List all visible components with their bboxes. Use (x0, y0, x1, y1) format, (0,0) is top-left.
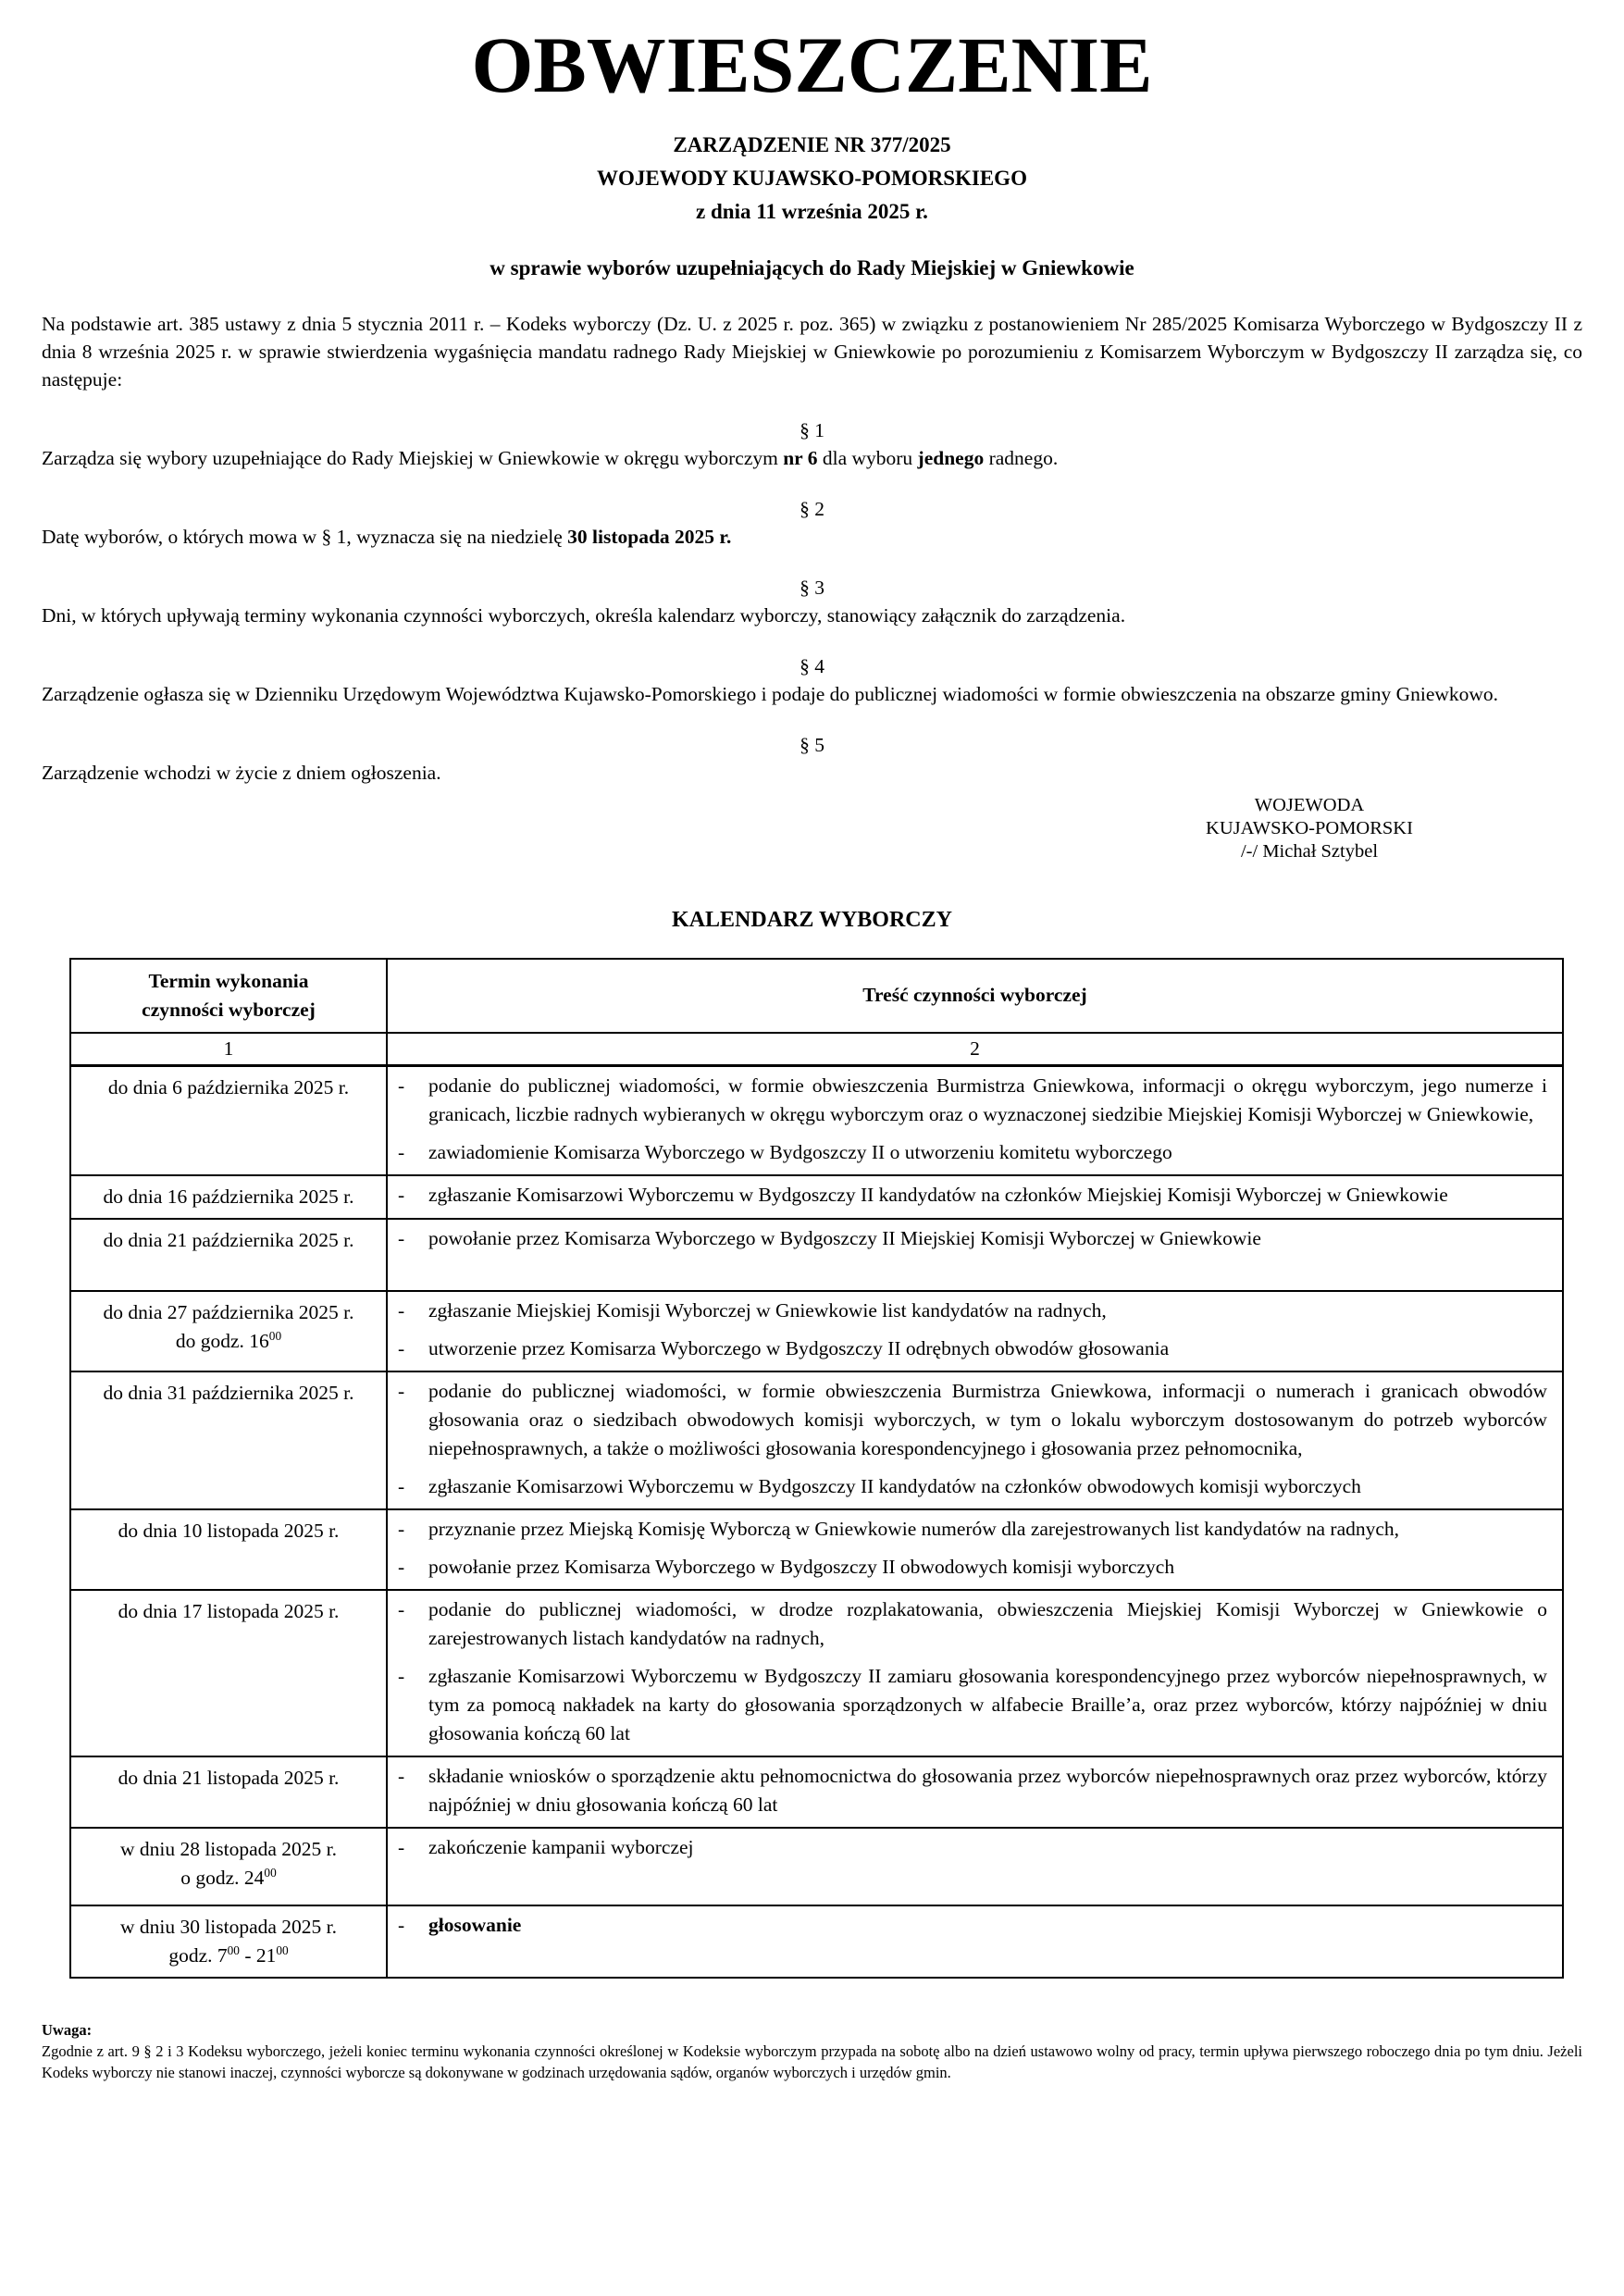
calendar-item-text: zgłaszanie Komisarzowi Wyborczemu w Bydgoszczy II kandydatów na członków obwodowych komisji wyborczych (428, 1474, 1361, 1497)
section-mark: § 3 (800, 576, 824, 599)
table-row (70, 1219, 1563, 1291)
table-row (70, 1509, 1563, 1590)
table-row (70, 1291, 1563, 1371)
calendar-item (395, 1224, 1547, 1253)
term-cell (70, 1756, 387, 1828)
signature-region: KUJAWSKO-POMORSKI (1206, 817, 1413, 838)
calendar-item-text: powołanie przez Komisarza Wyborczego w Bydgoszczy II Miejskiej Komisji Wyborczej w Gniewkowie (428, 1226, 1261, 1249)
bullet-dash: - (398, 1555, 405, 1578)
calendar-item-text: przyznanie przez Miejską Komisję Wyborczą w Gniewkowie numerów dla zarejestrowanych list kandydatów na radnych, (428, 1517, 1400, 1540)
note-text: Zgodnie z art. 9 § 2 i 3 Kodeksu wyborczego, jeżeli koniec terminu wykonania czynności określonej w Kodeksie wyborczym przypada na sobotę albo na dzień ustawowo wolny od pracy, termin upływa pierwszego roboczego dnia po tym dniu. Jeżeli Kodeks wyborczy nie stanowi inaczej, czynności wyborcze są dokonywane w godzinach urzędowania sądów, organów wyborczych i urzędów gmin. (42, 2042, 1582, 2081)
calendar-title: KALENDARZ WYBORCZY (672, 907, 952, 932)
content-cell (387, 1828, 1563, 1905)
signature-name: /-/ Michał Sztybel (1240, 840, 1379, 862)
term-cell (70, 1590, 387, 1756)
bullet-dash: - (398, 1379, 405, 1402)
term-header-line: Termin wykonania (148, 969, 309, 992)
column-number-cell: 2 (387, 1033, 1563, 1066)
table-row (70, 1590, 1563, 1756)
term-line: do dnia 6 października 2025 r. (107, 1075, 350, 1098)
calendar-item (395, 1553, 1547, 1582)
term-column-header (70, 959, 387, 1033)
calendar-item (395, 1515, 1547, 1544)
term-line: do dnia 21 października 2025 r. (103, 1228, 354, 1251)
bullet-dash: - (398, 1664, 405, 1687)
term-cell (70, 1509, 387, 1590)
content-cell (387, 1175, 1563, 1219)
order-line-1: ZARZĄDZENIE NR 377/2025 (673, 132, 951, 156)
order-heading (42, 129, 1582, 229)
bullet-dash: - (398, 1913, 405, 1936)
term-header-line: czynności wyborczej (142, 998, 316, 1021)
section-mark: § 5 (800, 733, 824, 756)
section-paragraph: Dni, w których upływają terminy wykonania czynności wyborczych, określa kalendarz wyborczy, stanowiący załącznik do zarządzenia. (42, 603, 1126, 627)
bullet-dash: - (398, 1140, 405, 1163)
term-line: w dniu 28 listopada 2025 r. (119, 1837, 338, 1860)
section-mark: § 4 (800, 654, 824, 677)
calendar-table (69, 958, 1564, 1979)
calendar-item (395, 1833, 1547, 1862)
content-cell (387, 1291, 1563, 1371)
content-cell (387, 1371, 1563, 1509)
calendar-item-text: powołanie przez Komisarza Wyborczego w Bydgoszczy II obwodowych komisji wyborczych (428, 1555, 1175, 1578)
calendar-item (395, 1181, 1547, 1210)
section-paragraph: Datę wyborów, o których mowa w § 1, wyznacza się na niedzielę 30 listopada 2025 r. (42, 525, 732, 548)
calendar-item-text: zgłaszanie Komisarzowi Wyborczemu w Bydgoszczy II kandydatów na członków Miejskiej Komisji Wyborczej w Gniewkowie (428, 1183, 1448, 1206)
calendar-item (395, 1595, 1547, 1653)
content-cell (387, 1219, 1563, 1291)
term-line: w dniu 30 listopada 2025 r. (119, 1915, 338, 1938)
section-mark: § 2 (800, 497, 824, 520)
term-cell (70, 1219, 387, 1291)
calendar-item (395, 1911, 1547, 1940)
term-line: do dnia 27 października 2025 r. (103, 1300, 354, 1323)
content-column-header: Treść czynności wyborczej (387, 959, 1563, 1033)
section-paragraph: Zarządza się wybory uzupełniające do Rady Miejskiej w Gniewkowie w okręgu wyborczym nr 6 dla wyboru jednego radnego. (42, 446, 1059, 469)
signature-block (1134, 794, 1485, 863)
term-line: do dnia 17 listopada 2025 r. (118, 1599, 340, 1622)
content-cell (387, 1509, 1563, 1590)
table-header-row (70, 959, 1563, 1033)
calendar-item-text: składanie wniosków o sporządzenie aktu pełnomocnictwa do głosowania przez wyborców niepełnosprawnych oraz przez wyborców, którzy najpóźniej w dniu głosowania kończą 60 lat (428, 1764, 1547, 1816)
bullet-dash: - (398, 1835, 405, 1858)
table-row (70, 1065, 1563, 1175)
calendar-item (395, 1297, 1547, 1325)
calendar-item-text: głosowanie (428, 1913, 522, 1936)
note-label: Uwaga: (42, 2020, 93, 2039)
bullet-dash: - (398, 1226, 405, 1249)
document-title-text: OBWIESZCZENIE (471, 20, 1153, 109)
section-paragraph: Zarządzenie wchodzi w życie z dniem ogłoszenia. (42, 761, 441, 784)
table-row (70, 1756, 1563, 1828)
term-line: do dnia 16 października 2025 r. (103, 1185, 354, 1208)
calendar-item-text: zawiadomienie Komisarza Wyborczego w Bydgoszczy II o utworzeniu komitetu wyborczego (428, 1140, 1172, 1163)
calendar-item-text: podanie do publicznej wiadomości, w formie obwieszczenia Burmistrza Gniewkowa, informacji o okręgu wyborczym, jego numerze i granicach, liczbie radnych wybieranych w okręgu wyborczym oraz o wyznaczonej siedzibie Miejskiej Komisji Wyborczej w Gniewkowie, (428, 1074, 1547, 1125)
term-line: do dnia 31 października 2025 r. (103, 1381, 354, 1404)
calendar-item-text: zakończenie kampanii wyborczej (428, 1835, 694, 1858)
preamble-paragraph: Na podstawie art. 385 ustawy z dnia 5 stycznia 2011 r. – Kodeks wyborczy (Dz. U. z 2025 r. poz. 365) w związku z postanowieniem Nr 285/2025 Komisarza Wyborczego w Bydgoszczy II z dnia 8 września 2025 r. w sprawie stwierdzenia wygaśnięcia mandatu radnego Rady Miejskiej w Gniewkowie po porozumieniu z Komisarzem Wyborczym w Bydgoszczy II zarządza się, co następuje: (42, 312, 1582, 391)
term-cell (70, 1291, 387, 1371)
note-block (42, 2019, 1582, 2083)
content-cell (387, 1065, 1563, 1175)
term-cell (70, 1065, 387, 1175)
term-cell (70, 1828, 387, 1905)
order-line-3: z dnia 11 września 2025 r. (696, 199, 928, 223)
bullet-dash: - (398, 1183, 405, 1206)
content-cell (387, 1905, 1563, 1978)
term-line: o godz. $24^{00}$ (180, 1865, 277, 1889)
term-line: do godz. $16^{00}$ (175, 1328, 282, 1352)
signature-role: WOJEWODA (1254, 794, 1365, 815)
section-mark: § 1 (800, 418, 824, 441)
term-line: do dnia 21 listopada 2025 r. (118, 1766, 340, 1789)
bullet-dash: - (398, 1474, 405, 1497)
table-row (70, 1905, 1563, 1978)
term-cell (70, 1175, 387, 1219)
section-paragraph: Zarządzenie ogłasza się w Dzienniku Urzędowym Województwa Kujawsko-Pomorskiego i podaje do publicznej wiadomości w formie obwieszczenia na obszarze gminy Gniewkowo. (42, 682, 1499, 705)
bullet-dash: - (398, 1597, 405, 1620)
sections-container (42, 416, 1582, 787)
term-cell (70, 1905, 387, 1978)
subject-line: w sprawie wyborów uzupełniających do Rady Miejskiej w Gniewkowie (490, 255, 1134, 279)
calendar-item (395, 1662, 1547, 1748)
term-line: godz. $7^{00} - 21^{00}$ (168, 1942, 289, 1967)
calendar-item (395, 1762, 1547, 1819)
calendar-item (395, 1334, 1547, 1363)
table-row (70, 1828, 1563, 1905)
column-number-row (70, 1033, 1563, 1066)
calendar-item (395, 1138, 1547, 1167)
content-cell (387, 1756, 1563, 1828)
bullet-dash: - (398, 1517, 405, 1540)
calendar-item-text: podanie do publicznej wiadomości, w formie obwieszczenia Burmistrza Gniewkowa, informacji o numerach i granicach obwodów głosowania oraz o siedzibach obwodowych komisji wyborczych, w tym o lokalu wyborczym dostosowanym do potrzeb wyborców niepełnosprawnych, a także o możliwości głosowania korespondencyjnego i głosowania przez pełnomocnika, (428, 1379, 1547, 1459)
calendar-item-text: zgłaszanie Miejskiej Komisji Wyborczej w Gniewkowie list kandydatów na radnych, (428, 1298, 1107, 1322)
term-line: do dnia 10 listopada 2025 r. (118, 1519, 340, 1542)
bullet-dash: - (398, 1298, 405, 1322)
bullet-dash: - (398, 1764, 405, 1787)
calendar-item-text: zgłaszanie Komisarzowi Wyborczemu w Bydgoszczy II zamiaru głosowania korespondencyjnego przez wyborców niepełnosprawnych, w tym za pomocą nakładek na karty do głosowania sporządzonych w alfabecie Braille’a, oraz przez wyborców, którzy najpóźniej w dniu głosowania kończą 60 lat (428, 1664, 1547, 1744)
document-title (42, 22, 1582, 108)
calendar-item-text: podanie do publicznej wiadomości, w drodze rozplakatowania, obwieszczenia Miejskiej Komisji Wyborczej w Gniewkowie o zarejestrowanych listach kandydatów na radnych, (428, 1597, 1547, 1649)
content-cell (387, 1590, 1563, 1756)
bullet-dash: - (398, 1336, 405, 1359)
order-line-2: WOJEWODY KUJAWSKO-POMORSKIEGO (597, 166, 1027, 190)
calendar-item (395, 1377, 1547, 1463)
bullet-dash: - (398, 1074, 405, 1097)
calendar-item-text: utworzenie przez Komisarza Wyborczego w Bydgoszczy II odrębnych obwodów głosowania (428, 1336, 1170, 1359)
column-number-cell: 1 (70, 1033, 387, 1066)
table-row (70, 1371, 1563, 1509)
calendar-item (395, 1472, 1547, 1501)
calendar-item (395, 1072, 1547, 1129)
term-cell (70, 1371, 387, 1509)
table-row (70, 1175, 1563, 1219)
